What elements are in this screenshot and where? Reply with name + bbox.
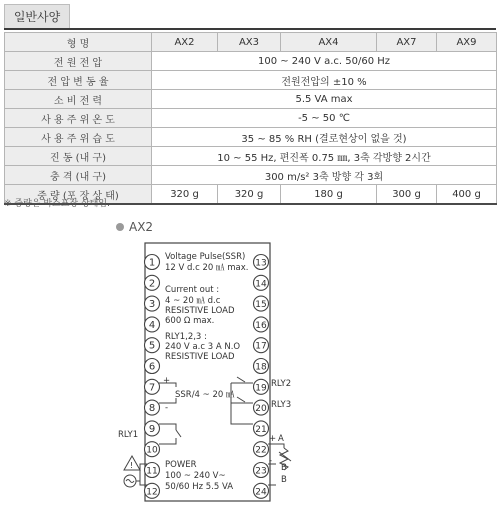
terminal-number: 15 <box>255 300 267 311</box>
weight-ax3: 320 g <box>218 185 281 205</box>
ssr-bracket <box>159 383 176 403</box>
model-ax2: AX2 <box>152 33 218 52</box>
terminal-block-outline <box>145 243 273 501</box>
rly-load: RESISTIVE LOAD <box>165 352 235 362</box>
footnote: ※ 중량은 박스포장 상태임. <box>4 199 110 209</box>
rly1-label: RLY1 <box>118 430 139 440</box>
row-value: -5 ~ 50 ℃ <box>152 109 497 128</box>
section-title: 일반사양 <box>4 4 70 29</box>
rtd-b1: B <box>281 463 287 473</box>
header-label: 형 명 <box>5 33 152 52</box>
power-label: POWER <box>165 460 197 470</box>
weight-ax2: 320 g <box>152 185 218 205</box>
terminal-number: 13 <box>255 258 267 269</box>
current-out-label: Current out : <box>165 285 220 295</box>
rly-label: RLY1,2,3 : <box>165 332 207 342</box>
right-terminals <box>254 255 269 499</box>
terminal-number: 5 <box>148 340 156 352</box>
weight-ax9: 400 g <box>437 185 497 205</box>
terminal-number: 1 <box>148 257 156 269</box>
model-ax7: AX7 <box>377 33 437 52</box>
rly-rating: 240 V a.c 3 A N.O <box>165 342 241 352</box>
diagram-title-text: AX2 <box>129 220 154 234</box>
power-frequency: 50/60 Hz 5.5 VA <box>165 482 234 492</box>
rly1-wire <box>159 424 176 444</box>
rtd-minus: - <box>269 456 273 466</box>
terminal-number: 21 <box>255 424 267 435</box>
terminal-number: 24 <box>255 487 267 498</box>
terminal-number: 12 <box>146 487 158 498</box>
weight-ax4: 180 g <box>281 185 377 205</box>
rly2-contact <box>237 377 245 382</box>
terminal-number: 8 <box>148 403 156 415</box>
ssr-minus: - <box>165 403 169 413</box>
voltage-pulse-spec: 12 V d.c 20 ㎃ max. <box>165 263 249 273</box>
model-ax4: AX4 <box>281 33 377 52</box>
terminal-number: 23 <box>255 466 267 477</box>
terminal-number: 10 <box>146 445 158 456</box>
weight-ax7: 300 g <box>377 185 437 205</box>
terminal-number: 3 <box>148 299 156 311</box>
terminal-number: 18 <box>255 362 267 373</box>
rly1-contact <box>176 430 181 437</box>
terminal-number: 7 <box>148 382 156 394</box>
row-label: 소 비 전 력 <box>5 90 152 109</box>
terminal-number: 6 <box>148 361 156 373</box>
warning-mark: ! <box>130 461 134 470</box>
rtd-b2: B <box>281 475 287 485</box>
rtd-a: A <box>278 434 284 444</box>
terminal-number: 4 <box>148 319 156 331</box>
rly3-contact <box>237 397 245 402</box>
model-ax3: AX3 <box>218 33 281 52</box>
row-value: 5.5 VA max <box>152 90 497 109</box>
row-value: 100 ~ 240 V a.c. 50/60 Hz <box>152 52 497 71</box>
row-value: 35 ~ 85 % RH (결로현상이 없을 것) <box>152 128 497 147</box>
ssr-label: SSR/4 ~ 20 ㎃ <box>175 390 235 400</box>
terminal-number: 19 <box>255 383 267 394</box>
terminal-number: 9 <box>148 423 156 435</box>
terminal-number: 11 <box>146 466 158 477</box>
row-value: 300 m/s² 3축 방향 각 3회 <box>152 166 497 185</box>
ac-wave-icon <box>126 480 134 483</box>
current-out-ohm: 600 Ω max. <box>165 316 215 326</box>
rly3-label: RLY3 <box>271 400 292 410</box>
row-label: 사 용 주 위 온 도 <box>5 109 152 128</box>
rtd-arrow <box>279 452 291 461</box>
ssr-plus: + <box>163 376 171 386</box>
row-label: 전 압 변 동 율 <box>5 71 152 90</box>
terminal-number: 16 <box>255 320 267 331</box>
row-label: 전 원 전 압 <box>5 52 152 71</box>
terminal-number: 14 <box>255 279 267 290</box>
current-out-range: 4 ~ 20 ㎃ d.c <box>165 296 221 306</box>
row-label: 중 량 (포 장 상 태) <box>5 185 152 205</box>
row-value: 전원전압의 ±10 % <box>152 71 497 90</box>
rly2-label: RLY2 <box>271 379 292 389</box>
row-label: 충 격 (내 구) <box>5 166 152 185</box>
row-label: 진 동 (내 구) <box>5 147 152 166</box>
voltage-pulse-label: Voltage Pulse(SSR) <box>165 252 246 262</box>
left-terminals <box>145 255 160 499</box>
terminal-number: 20 <box>255 404 267 415</box>
row-label: 사 용 주 위 습 도 <box>5 128 152 147</box>
model-ax9: AX9 <box>437 33 497 52</box>
current-out-load: RESISTIVE LOAD <box>165 306 235 316</box>
terminal-number: 17 <box>255 341 267 352</box>
row-value: 10 ~ 55 Hz, 편진폭 0.75 ㎜, 3축 각방향 2시간 <box>152 147 497 166</box>
terminal-number: 22 <box>255 445 267 456</box>
power-voltage: 100 ~ 240 V~ <box>165 471 226 481</box>
terminal-number: 2 <box>148 278 156 290</box>
rtd-plus: + <box>269 434 277 444</box>
